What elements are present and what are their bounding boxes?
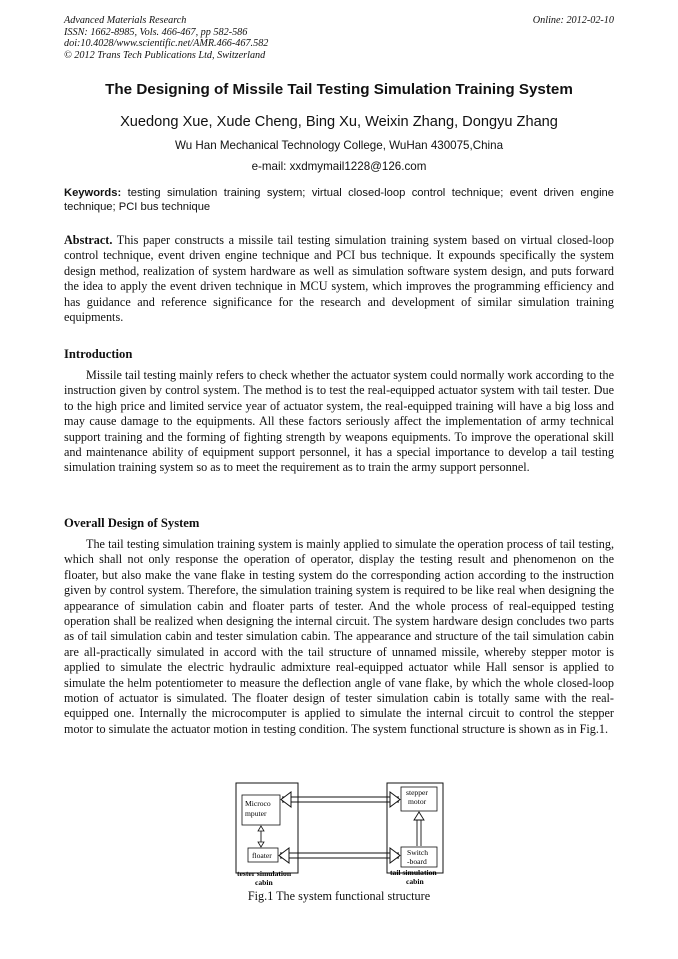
- introduction-paragraph: Missile tail testing mainly refers to check whether the actuator system could normally work according to the instruction given by control system. The method is to test the real-equipped actuator system with tail tester. Due to the high price and limited service year of actuator system, the real-equipped training will have a big loss and may cause damage to the equipments. All these factors seriously affect the implementation of army technical support training and the forming of fighting strength by weapons equipments. To improve the operational skill and maintenance ability of equipment support personnel, it has a special importance to develop a tail testing simulation training system so as to meet the requirement as to train the army support personnel.: [64, 368, 614, 475]
- tester-cabin-label-1: tester simulation: [237, 869, 292, 878]
- copyright-line: © 2012 Trans Tech Publications Ltd, Switzerland: [64, 49, 266, 61]
- journal-name: Advanced Materials Research: [64, 15, 187, 26]
- doi-line: doi:10.4028/www.scientific.net/AMR.466-467.582: [64, 38, 269, 50]
- overall-design-paragraph: The tail testing simulation training system is mainly applied to simulate the operation process of tail testing, which shall not only response the operation of operator, display the testing result and phenomenon on the floater, but also make the vane flake in testing system do the corresponding action according to the instruction given by control system. Therefore, the simulation training system is required to be like real when designing the appearance of simulation cabin and floater parts of tester. And the whole process of real-equipped testing operation shall be realized when designing the internal circuit. The system hardware design concludes two parts as of tail simulation cabin and tester simulation cabin. The appearance and structure of the tail simulation cabin are all-practically simulated in accord with the tail structure of unnamed missile, whereby stepper motor is applied to simulate the electric hydraulic admixture real-equipped actuator while Hall sensor is applied to simulate the helm potentiometer to measure the deflection angle of vane flake, by which the whole closed-loop motion of actuator is simulated. The floater design of tester simulation cabin is totally same with the real-equipped one. Internally the microcomputer is applied to simulate the internal circuit to control the stepper motor to simulate the actuator motion in testing condition. The system functional structure is shown as in Fig.1.: [64, 537, 614, 736]
- stepper-label-2: motor: [408, 797, 427, 806]
- keywords-label: Keywords:: [64, 187, 122, 199]
- affiliation: Wu Han Mechanical Technology College, WuHan 430075,China: [174, 139, 504, 152]
- issn-line: ISSN: 1662-8985, Vols. 466-467, pp 582-586: [64, 26, 248, 38]
- abstract-label: Abstract.: [64, 233, 113, 247]
- abstract-block: [64, 233, 614, 325]
- tester-cabin-label-2: cabin: [255, 878, 273, 886]
- online-date: Online: 2012-02-10: [532, 15, 614, 26]
- email: e-mail: xxdmymail1228@126.com: [251, 160, 427, 173]
- author-list: Xuedong Xue, Xude Cheng, Bing Xu, Weixin Zhang, Dongyu Zhang: [120, 114, 558, 130]
- micro-stepper-double-arrow: [281, 792, 400, 807]
- introduction-heading: Introduction: [64, 347, 133, 361]
- abstract-text: This paper constructs a missile tail testing simulation training system based on virtual closed-loop control technique, event driven engine technique and PCI bus technique. It expounds specifically the system design method, realization of system hardware as well as simulation software system design, and puts forward the idea to apply the event driven technique in MCU system, which improves the programming efficiency and has guidance and reference significance for the research and development of similar simulation training equipments.: [64, 233, 614, 325]
- stepper-label-1: stepper: [406, 788, 428, 797]
- tail-cabin-label-2: cabin: [406, 877, 424, 886]
- floater-label: floater: [252, 851, 272, 860]
- switch-label-1: Switch: [407, 848, 429, 857]
- tail-cabin-label-1: tail simulation: [390, 868, 437, 877]
- microcomputer-label-2: mputer: [245, 809, 267, 818]
- keywords-block: [64, 186, 614, 214]
- keywords-text: testing simulation training system; virtual closed-loop control technique; event driven engine technique; PCI bus technique: [64, 187, 615, 213]
- system-structure-diagram: [235, 781, 445, 886]
- paper-title: The Designing of Missile Tail Testing Simulation Training System: [105, 81, 573, 98]
- microcomputer-label-1: Microco: [245, 799, 271, 808]
- figure-caption: Fig.1 The system functional structure: [247, 889, 431, 903]
- overall-design-heading: Overall Design of System: [64, 516, 200, 530]
- journal-header: [64, 15, 268, 61]
- switch-label-2: -board: [407, 857, 427, 866]
